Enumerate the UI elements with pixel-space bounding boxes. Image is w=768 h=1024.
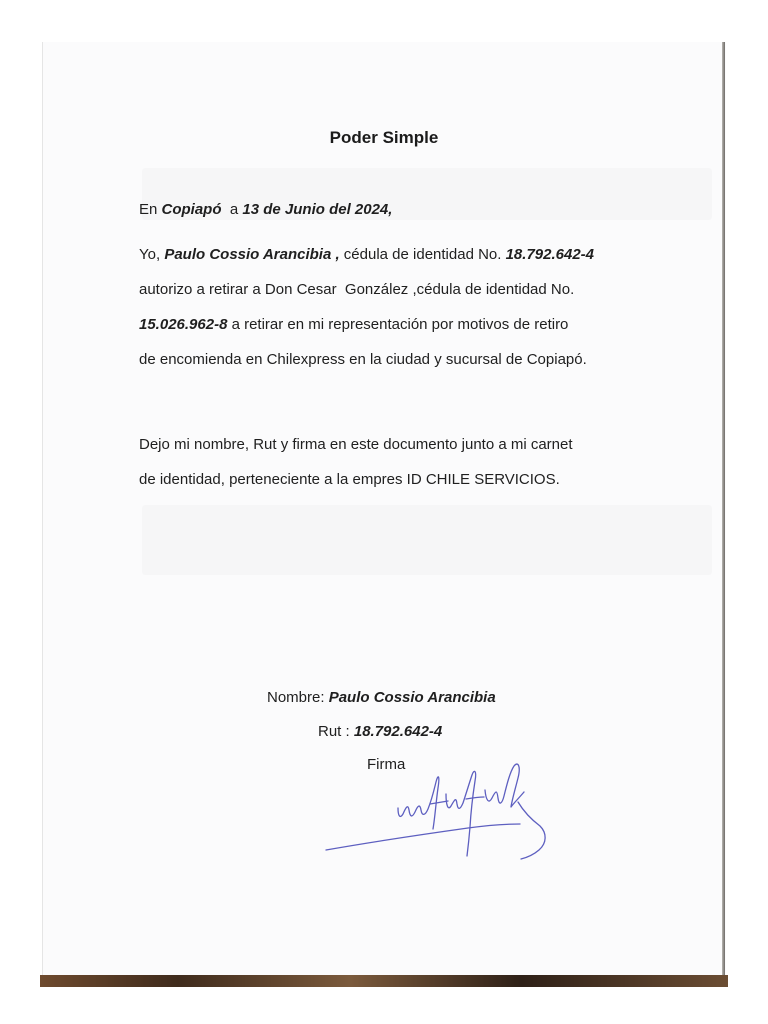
- yo-text: Yo,: [139, 246, 165, 263]
- paragraph1-line2: autorizo a retirar a Don Cesar González ,cédula de identidad No.: [139, 281, 575, 298]
- paragraph1-line4: de encomienda en Chilexpress en la ciudad y sucursal de Copiapó.: [139, 351, 587, 368]
- date-city: Copiapó: [161, 201, 222, 218]
- rut-line: [318, 723, 442, 741]
- date-prefix: En: [139, 201, 162, 218]
- nombre-label: Nombre:: [267, 689, 329, 706]
- grantor-rut: 18.792.642-4: [505, 246, 595, 263]
- grantee-rut: 15.026.962-8: [139, 316, 228, 333]
- rut-value: 18.792.642-4: [353, 723, 443, 740]
- document-title: Poder Simple: [329, 128, 439, 147]
- table-surface: [40, 975, 728, 987]
- grantor-name: Paulo Cossio Arancibia ,: [164, 246, 340, 263]
- date-value: 13 de Junio del 2024,: [242, 201, 393, 218]
- date-line: [139, 201, 392, 219]
- rut-label: Rut :: [318, 723, 354, 740]
- nombre-line: [267, 689, 496, 707]
- firma-label: Firma: [367, 756, 406, 773]
- paragraph2-line2: de identidad, perteneciente a la empres ID CHILE SERVICIOS.: [139, 471, 560, 488]
- date-joiner: a: [221, 201, 243, 218]
- paper-right-edge: [722, 42, 725, 982]
- handwritten-signature: [318, 762, 568, 866]
- show-through-text: [142, 505, 712, 575]
- paragraph1-line3: [139, 316, 568, 334]
- paragraph1-line1: [139, 246, 594, 264]
- paragraph2-line1: Dejo mi nombre, Rut y firma en este documento junto a mi carnet: [139, 436, 573, 453]
- paragraph1-line3-rest: a retirar en mi representación por motivos de retiro: [227, 316, 569, 333]
- cedula-text: cédula de identidad No.: [339, 246, 506, 263]
- nombre-value: Paulo Cossio Arancibia: [328, 689, 496, 706]
- paper-left-edge: [42, 42, 43, 982]
